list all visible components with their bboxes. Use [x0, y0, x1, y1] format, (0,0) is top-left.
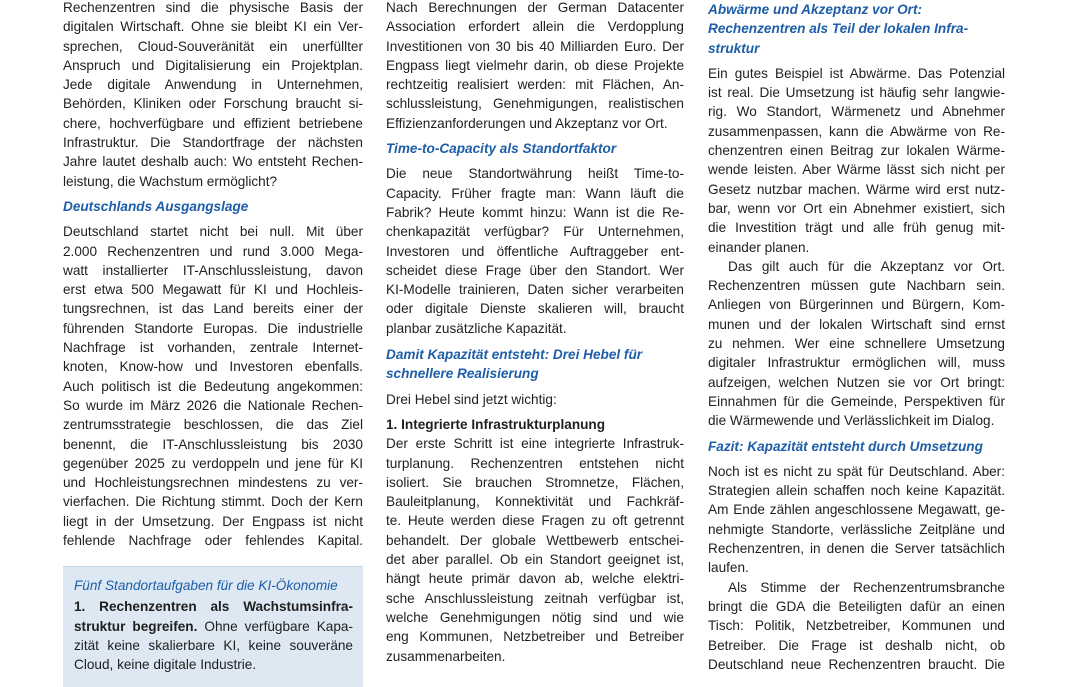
text-line: Anspruch und Digitalisierung ein Projektplan. — [63, 57, 363, 73]
text-line: Engpass liegt vielmehr darin, ob diese Projekte — [386, 57, 684, 73]
text-line: Anliegen von Bürgerinnen und Bürgern, Kom- — [708, 297, 1005, 313]
text-line: turplanung. Rechenzentren entstehen nicht — [386, 455, 684, 471]
text-line: oder digitale Dienste skalieren will, braucht — [386, 301, 684, 317]
info-box-item-line: zität keine skalierbare KI, keine souveräne — [74, 637, 353, 653]
text-line: Investoren und öffentliche Auftraggeber ent- — [386, 243, 684, 259]
text-line: watt installierter IT-Anschlussleistung, davon — [63, 262, 363, 278]
text-line: Jahre lautet deshalb auch: Wo entsteht Rechen- — [63, 154, 363, 170]
text-line: aufzeigen, welchen Nutzen sie vor Ort bringt: — [708, 374, 1005, 390]
text-line: 2.000 Rechenzentren und rund 3.000 Mega- — [63, 243, 363, 259]
body-paragraph — [386, 434, 684, 666]
text-line: Ein gutes Beispiel ist Abwärme. Das Potenzial — [708, 65, 1005, 81]
section-heading-line: Abwärme und Akzeptanz vor Ort: — [708, 2, 923, 17]
section-heading: Deutschlands Ausgangslage — [63, 198, 249, 214]
info-box-item-line: Cloud, keine digitale Industrie. — [74, 657, 257, 673]
text-line: bar, wenn vor Ort ein Abnehmer existiert, sich — [708, 200, 1005, 216]
text-line: zu nehmen. Wer eine schnellere Umsetzung — [708, 336, 1005, 352]
text-line: digitalen Wirtschaft. Ohne sie bleibt KI ein Ver- — [63, 19, 363, 35]
text-line: Rechenzentren müssen gute Nachbarn sein. — [708, 278, 1005, 294]
text-line: welche Genehmigungen nötig sind und wie — [386, 609, 684, 625]
text-line: munen und der lokalen Wirtschaft sind ernst — [708, 316, 1005, 332]
text-line: Behörden, Kliniken oder Forschung braucht si- — [63, 96, 363, 112]
text-line: te. Heute werden diese Fragen zu oft getrennt — [386, 513, 684, 529]
text-line: zentrumsstrategie beschlossen, die das Ziel — [63, 417, 363, 433]
text-line: So wurde im März 2026 die Nationale Rechen- — [63, 397, 363, 413]
text-line: Am Ende zählen angeschlossene Megawatt, ge- — [708, 502, 1005, 518]
body-paragraph — [63, 222, 363, 550]
text-line: rechtzeitig realisiert werden: mit Flächen, An- — [386, 77, 684, 93]
body-paragraph — [708, 64, 1005, 257]
text-line: Infrastruktur. Die Standortfrage der nächsten — [63, 135, 363, 151]
info-box-item-text: Ohne verfügbare Kapa- — [197, 618, 353, 634]
text-line: eng Kommunen, Netzbetreiber und Betreiber — [386, 629, 684, 645]
info-box-item-label: 1. Rechenzentren als Wachstumsinfra- — [74, 599, 353, 615]
info-box-item-line — [74, 597, 353, 616]
text-line: und Hochleistungsrechnen mindestens zu ver- — [63, 475, 363, 491]
text-line: Strategien allein schaffen noch keine Kapazität. — [708, 483, 1005, 499]
body-paragraph — [708, 257, 1005, 431]
text-line: benennt, die IT-Anschlussleistung bis 2030 — [63, 436, 363, 452]
section-heading-line: struktur — [708, 40, 760, 56]
section-heading-line: schnellere Realisierung — [386, 366, 539, 382]
text-line: chenzentren einen Beitrag zur lokalen Wärme- — [708, 143, 1005, 159]
body-paragraph — [708, 462, 1005, 578]
text-line: die Investition trägt und alle früh genug mit- — [708, 220, 1005, 236]
section-heading — [386, 345, 684, 384]
text-line: digitaler Infrastruktur ermöglichen will, muss — [708, 355, 1005, 371]
text-line: knoten, Know-how und Investoren ebenfalls. — [63, 359, 363, 375]
text-line: Nachfrage ist vorhanden, zentrale Internet- — [63, 340, 363, 356]
text-line: Deutschland neue Rechenzentren braucht. Die — [708, 656, 1005, 672]
text-line: leistung, die Wachstum ermöglicht? — [63, 173, 278, 189]
text-line: schlussleistung, Genehmigungen, realistischen — [386, 96, 684, 112]
text-line: isoliert. Sie brauchen Stromnetze, Flächen, — [386, 474, 684, 490]
info-box — [63, 566, 363, 687]
text-line: scheidet diese Frage über den Standort. Wer — [386, 262, 684, 278]
text-line: Das gilt auch für die Akzeptanz vor Ort. — [728, 258, 1005, 274]
text-line: bringt die GDA die Beteiligten dafür an einen — [708, 598, 1005, 614]
text-line: Capacity. Früher fragte man: Wann läuft die — [386, 185, 684, 201]
body-paragraph — [386, 164, 684, 338]
text-line: fehlende Nachfrage oder fehlendes Kapital. — [63, 533, 363, 549]
text-line: Fabrik? Heute kommt hinzu: Wann ist die Re- — [386, 204, 684, 220]
text-line: Effizienzanforderungen und Akzeptanz vor Ort. — [386, 115, 668, 131]
intro-paragraph — [386, 0, 684, 133]
section-heading-line: Damit Kapazität entsteht: Drei Hebel für — [386, 347, 643, 363]
text-line: ist real. Die Umsetzung ist häufig sehr langwie- — [708, 85, 1005, 101]
text-line: zusammenarbeiten. — [386, 648, 506, 664]
column-left — [63, 0, 363, 550]
text-line: Rechenzentren sind die physische Basis der — [63, 0, 363, 15]
text-line: chenkapazität verfügbar? Für Unternehmen, — [386, 224, 684, 240]
text-line: Betreiber. Die Frage ist deshalb nicht, ob — [708, 637, 1005, 653]
text-line: Gesetz nutzbar machen. Wärme wird erst nutz- — [708, 181, 1005, 197]
intro-paragraph — [63, 0, 363, 191]
info-box-item-label: struktur begreifen. — [74, 618, 198, 634]
text-line: tungsrechnen, ist das Land bereits einer der — [63, 301, 363, 317]
text-line: vierfachen. Die Richtung stimmt. Doch der Kern — [63, 494, 363, 510]
text-line: Noch ist es nicht zu spät für Deutschland. Aber: — [708, 463, 1005, 479]
info-box-title: Fünf Standortaufgaben für die KI-Ökonomie — [74, 578, 338, 593]
text-line: sprechen, Cloud-Souveränität ein unerfüllter — [63, 38, 363, 54]
text-line: zusammenpassen, kann die Abwärme von Re- — [708, 123, 1005, 139]
text-line: hängt heute primär davon ab, welche elektri- — [386, 571, 684, 587]
section-heading: Fazit: Kapazität entsteht durch Umsetzung — [708, 438, 983, 454]
text-line: nehmigte Standorte, verlässliche Zeitpläne und — [708, 521, 1005, 537]
text-line: Auch politisch ist die Bedeutung angekommen: — [63, 378, 363, 394]
text-line: Die neue Standortwährung heißt Time-to- — [386, 166, 684, 182]
body-paragraph — [708, 578, 1005, 674]
text-line: die Wärmewende und Verlässlichkeit im Dialog. — [708, 413, 995, 429]
text-line: Association erfordert allein die Verdopplung — [386, 19, 684, 35]
text-line: KI-Modelle trainieren, Daten sicher verarbeiten — [386, 282, 684, 298]
hebel-intro: Drei Hebel sind jetzt wichtig: — [386, 391, 557, 407]
text-line: einander planen. — [708, 239, 810, 255]
text-line: Bauleitplanung, Konnektivität und Fachkräf- — [386, 494, 684, 510]
text-line: laufen. — [708, 560, 749, 576]
column-middle — [386, 0, 684, 666]
text-line: Einnahmen für die Gemeinde, Perspektiven für — [708, 393, 1005, 409]
text-line: det aber parallel. Ob ein Standort geeignet ist, — [386, 552, 684, 568]
text-line: rig. Wo Standort, Wärmenetz und Abnehmer — [708, 104, 1005, 120]
text-line: wende leisten. Aber Wärme lässt sich nicht per — [708, 162, 1005, 178]
text-line: Nach Berechnungen der German Datacenter — [386, 0, 684, 15]
text-line: erst etwa 500 Megawatt für KI und Hochleis- — [63, 282, 363, 298]
text-line: gegenüber 2025 zu verdoppeln und jene für KI — [63, 455, 363, 471]
text-line: Jede digitale Anwendung in Unternehmen, — [63, 77, 363, 93]
text-line: chere, hochverfügbare und effizient betriebene — [63, 115, 363, 131]
text-line: Als Stimme der Rechenzentrumsbranche — [728, 579, 1005, 595]
text-line: behandelt. Der globale Wettbewerb entschei- — [386, 532, 684, 548]
section-heading-line: Rechenzentren als Teil der lokalen Infra- — [708, 21, 969, 37]
text-line: liegt in der Umsetzung. Der Engpass ist nicht — [63, 513, 363, 529]
text-line: Tisch: Politik, Netzbetreiber, Kommunen und — [708, 618, 1005, 634]
text-line: Investitionen von 30 bis 40 Milliarden Euro. Der — [386, 38, 684, 54]
text-line: führenden Standorte Europas. Die industrielle — [63, 320, 363, 336]
subheading: 1. Integrierte Infrastrukturplanung — [386, 416, 606, 432]
section-heading — [708, 0, 1005, 58]
text-line: Der erste Schritt ist eine integrierte Infrastruk- — [386, 436, 684, 452]
text-line: Deutschland startet nicht bei null. Mit über — [63, 224, 363, 240]
section-heading: Time-to-Capacity als Standortfaktor — [386, 141, 617, 157]
text-line: planbar zusätzliche Kapazität. — [386, 320, 567, 336]
column-right — [708, 0, 1005, 674]
info-box-item-line — [74, 617, 353, 636]
text-line: Rechenzentren, in denen die Server tatsächlich — [708, 541, 1005, 557]
text-line: sche Anschlussleistung zeitnah verfügbar ist, — [386, 590, 684, 606]
